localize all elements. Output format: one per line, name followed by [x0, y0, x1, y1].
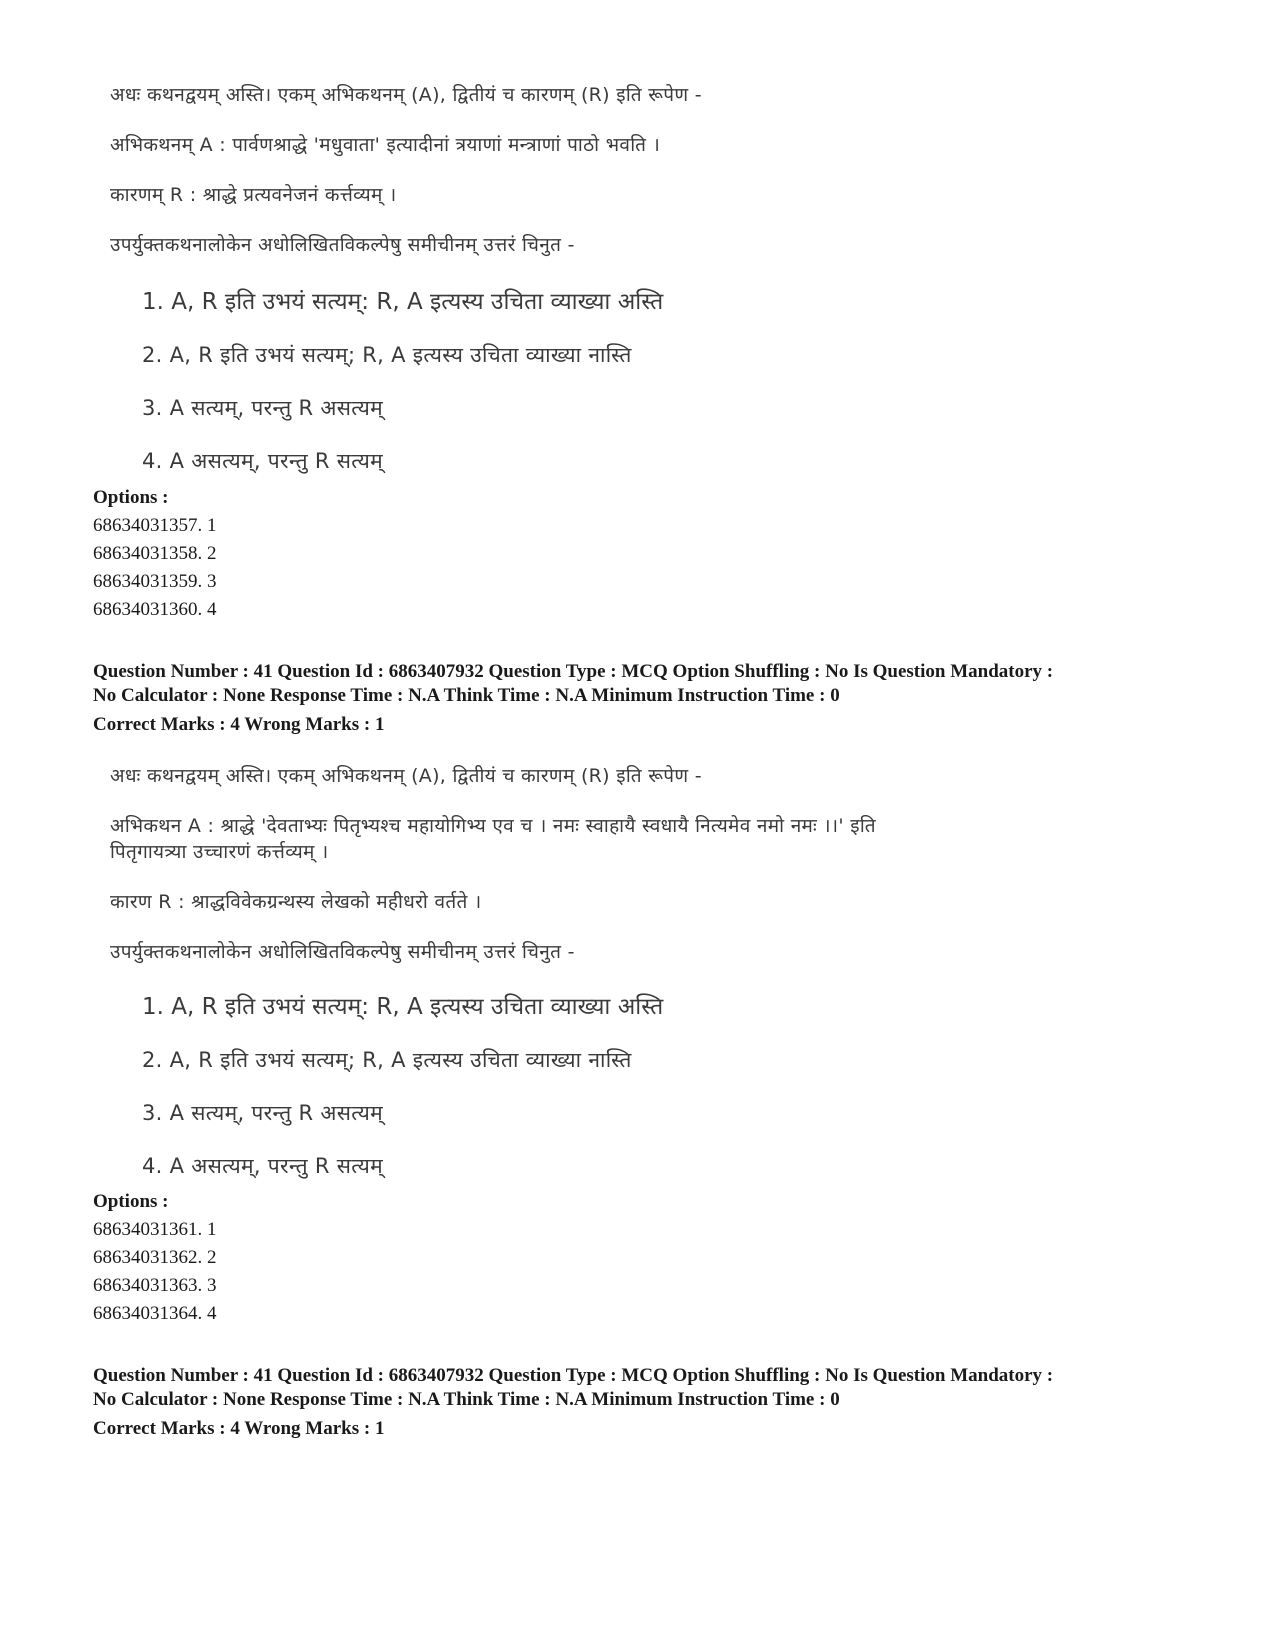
option-item: 68634031362. 2 — [93, 1247, 217, 1268]
question-meta-2 — [93, 1364, 1193, 1441]
answer-choice-1: 1. A, R इति उभयं सत्यम्: R, A इत्यस्य उचिता व्याख्या अस्ति — [142, 289, 664, 315]
question-intro: अधः कथनद्वयम् अस्ति। एकम् अभिकथनम् (A), द्वितीयं च कारणम् (R) इति रूपेण - — [110, 765, 702, 787]
question-intro: अधः कथनद्वयम् अस्ति। एकम् अभिकथनम् (A), द्वितीयं च कारणम् (R) इति रूपेण - — [110, 84, 702, 106]
options-label: Options : — [93, 1191, 169, 1212]
option-item: 68634031364. 4 — [93, 1303, 217, 1324]
meta-line-1: Question Number : 41 Question Id : 6863407932 Question Type : MCQ Option Shuffling : No Is Question Mandatory : — [93, 661, 1054, 682]
reason-statement: कारण R : श्राद्धविवेकग्रन्थस्य लेखको महीधरो वर्तते । — [110, 891, 482, 913]
options-label: Options : — [93, 487, 169, 508]
options-list-2 — [93, 1188, 217, 1328]
assertion-statement-continued: पितृगायत्र्या उच्चारणं कर्त्तव्यम् । — [110, 841, 329, 863]
meta-marks-line: Correct Marks : 4 Wrong Marks : 1 — [93, 1418, 385, 1439]
assertion-statement: अभिकथन A : श्राद्धे 'देवताभ्यः पितृभ्यश्च महायोगिभ्य एव च । नमः स्वाहायै स्वधायै नित्यमेव नमो नमः ।।' इति — [110, 815, 876, 837]
meta-marks-line: Correct Marks : 4 Wrong Marks : 1 — [93, 714, 385, 735]
options-list-1 — [93, 484, 217, 624]
question-instruction: उपर्युक्तकथनालोकेन अधोलिखितविकल्पेषु समीचीनम् उत्तरं चिनुत - — [110, 234, 575, 256]
option-item: 68634031357. 1 — [93, 515, 217, 536]
option-item: 68634031363. 3 — [93, 1275, 217, 1296]
answer-choice-3: 3. A सत्यम्, परन्तु R असत्यम् — [142, 396, 383, 420]
answer-choice-2: 2. A, R इति उभयं सत्यम्; R, A इत्यस्य उचिता व्याख्या नास्ति — [142, 1048, 632, 1072]
meta-line-1: Question Number : 41 Question Id : 6863407932 Question Type : MCQ Option Shuffling : No Is Question Mandatory : — [93, 1365, 1054, 1386]
option-item: 68634031359. 3 — [93, 571, 217, 592]
meta-line-2: No Calculator : None Response Time : N.A Think Time : N.A Minimum Instruction Time : 0 — [93, 1389, 840, 1410]
question-meta-1 — [93, 660, 1193, 737]
answer-choice-2: 2. A, R इति उभयं सत्यम्; R, A इत्यस्य उचिता व्याख्या नास्ति — [142, 343, 632, 367]
question-image-2 — [110, 763, 1150, 1205]
reason-statement: कारणम् R : श्राद्धे प्रत्यवनेजनं कर्त्तव्यम् । — [110, 184, 397, 206]
answer-choice-4: 4. A असत्यम्, परन्तु R सत्यम् — [142, 1154, 383, 1178]
assertion-statement: अभिकथनम् A : पार्वणश्राद्धे 'मधुवाता' इत्यादीनां त्रयाणां मन्त्राणां पाठो भवति । — [110, 134, 661, 156]
answer-choice-3: 3. A सत्यम्, परन्तु R असत्यम् — [142, 1101, 383, 1125]
answer-choice-1: 1. A, R इति उभयं सत्यम्: R, A इत्यस्य उचिता व्याख्या अस्ति — [142, 994, 664, 1020]
option-item: 68634031360. 4 — [93, 599, 217, 620]
question-image-1 — [110, 82, 1150, 500]
option-item: 68634031358. 2 — [93, 543, 217, 564]
option-item: 68634031361. 1 — [93, 1219, 217, 1240]
answer-choice-4: 4. A असत्यम्, परन्तु R सत्यम् — [142, 449, 383, 473]
meta-line-2: No Calculator : None Response Time : N.A Think Time : N.A Minimum Instruction Time : 0 — [93, 685, 840, 706]
question-instruction: उपर्युक्तकथनालोकेन अधोलिखितविकल्पेषु समीचीनम् उत्तरं चिनुत - — [110, 941, 575, 963]
